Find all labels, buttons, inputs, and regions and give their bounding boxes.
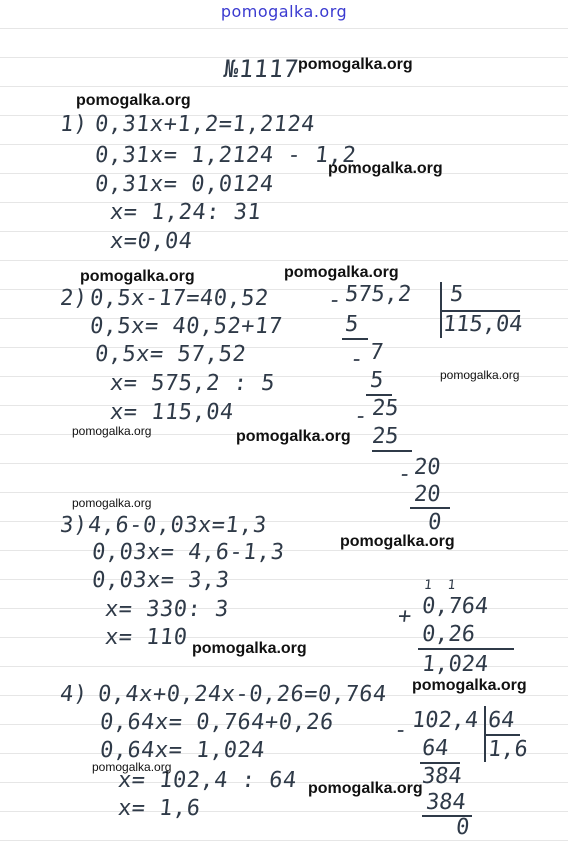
division-1-remainder: 0 [426,510,443,535]
division-1-quotient: 115,04 [441,312,524,337]
task-4-number: 4) [58,682,89,707]
division-1-dividend: 575,2 [343,282,413,307]
task-3-line-3: 0,03x= 3,3 [90,568,231,593]
task-3-line-5: x= 110 [103,625,189,650]
task-4-line-3: 0,64x= 1,024 [98,738,267,763]
division-1-minus: - [326,288,343,313]
division-2-step-2: 384 [420,764,464,789]
division-1-step-2: 7 [368,340,385,365]
problem-title: №1117 [222,55,301,83]
task-2-line-1: 0,5x-17=40,52 [88,286,271,311]
task-1-line-2: 0,31x= 1,2124 - 1,2 [93,143,358,168]
task-1-number: 1) [58,112,89,137]
watermark-3: pomogalka.org [328,160,443,177]
division-1-rule-3 [372,450,412,452]
division-1-step-4: 25 [370,396,400,421]
task-1-line-4: x= 1,24: 31 [108,200,263,225]
task-2-line-5: x= 115,04 [108,400,236,425]
division-2-step-1: 64 [420,736,450,761]
task-4-line-5: x= 1,6 [116,796,202,821]
division-1-step-6: 20 [412,455,442,480]
task-2-line-2: 0,5x= 40,52+17 [88,314,284,339]
watermark-14: pomogalka.org [308,780,423,797]
addition-carries: 1 1 [423,578,457,593]
watermark-4: pomogalka.org [80,268,195,285]
watermark-6: pomogalka.org [440,368,520,382]
watermark-7: pomogalka.org [72,424,152,438]
division-1-step-7: 20 [412,482,442,507]
addition-rule [418,648,514,650]
division-1-rule-4 [410,507,450,509]
division-2-step-3: 384 [424,790,468,815]
division-1-rule-1 [342,338,368,340]
division-2-minus: - [392,718,409,743]
task-2-number: 2) [58,286,89,311]
division-2-divisor: 64 [486,708,516,733]
division-1-minus-3: - [352,404,369,429]
task-1-line-5: x=0,04 [108,229,194,254]
addition-operand-2: 0,26 [420,622,477,647]
task-1-line-3: 0,31x= 0,0124 [93,172,276,197]
watermark-12: pomogalka.org [412,677,527,694]
division-1-minus-2: - [348,347,365,372]
task-2-line-3: 0,5x= 57,52 [93,342,248,367]
task-3-line-4: x= 330: 3 [103,597,231,622]
task-3-line-2: 0,03x= 4,6-1,3 [90,540,286,565]
division-2-quotient-bar [484,734,520,736]
site-header-link[interactable]: pomogalka.org [220,2,348,21]
task-4-line-2: 0,64x= 0,764+0,26 [98,710,335,735]
watermark-13: pomogalka.org [92,760,172,774]
watermark-8: pomogalka.org [236,428,351,445]
division-1-divisor: 5 [448,282,465,307]
watermark-11: pomogalka.org [192,640,307,657]
task-4-line-1: 0,4x+0,24x-0,26=0,764 [96,682,388,707]
task-3-line-1: 4,6-0,03x=1,3 [86,513,269,538]
watermark-5: pomogalka.org [284,264,399,281]
division-2-remainder: 0 [454,815,471,840]
addition-operand-1: 0,764 [420,594,490,619]
addition-sum: 1,024 [420,652,490,677]
division-1-minus-4: - [396,462,413,487]
division-1-step-1: 5 [343,312,360,337]
division-1-step-5: 25 [370,424,400,449]
task-4-line-4: x= 102,4 : 64 [116,768,299,793]
division-2-dividend: 102,4 [410,708,480,733]
division-2-quotient: 1,6 [486,737,530,762]
task-3-number: 3) [58,513,89,538]
task-2-line-4: x= 575,2 : 5 [108,371,277,396]
watermark-2: pomogalka.org [76,92,191,109]
watermark-10: pomogalka.org [340,533,455,550]
task-1-line-1: 0,31x+1,2=1,2124 [93,112,317,137]
watermark-9: pomogalka.org [72,496,152,510]
addition-plus: + [396,604,413,629]
division-1-step-3: 5 [368,368,385,393]
watermark-1: pomogalka.org [298,56,413,73]
